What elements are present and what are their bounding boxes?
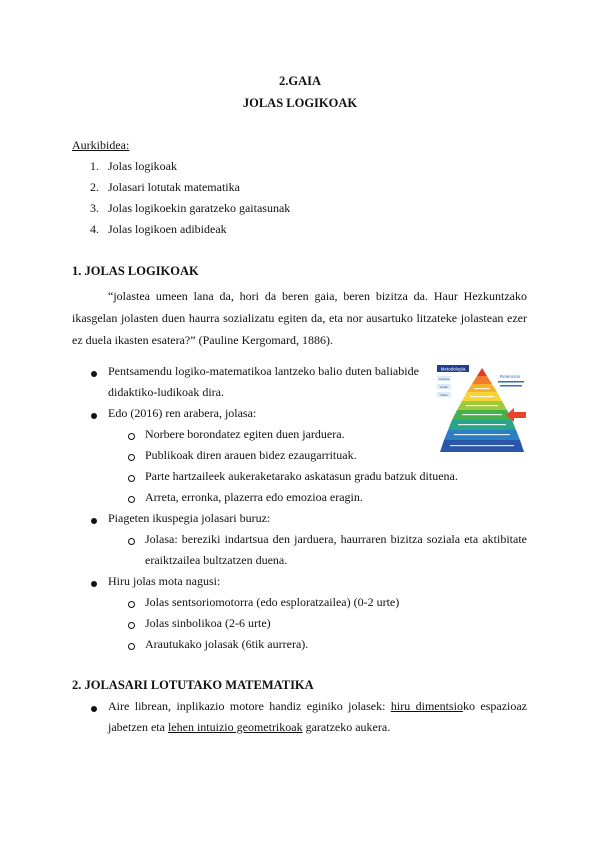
sub-bullet-line: Parte hartzaileek aukeraketarako askatasun gradu batzuk dituena. [145, 469, 458, 483]
sub-bullet-circle [128, 433, 135, 440]
bullet-line: Hiru jolas mota nagusi: [108, 574, 221, 588]
bullet-text: jabetzen eta [108, 720, 168, 734]
figure-badge-text: Metodología [440, 366, 466, 372]
term-link[interactable]: hiru dimentsio [390, 699, 463, 713]
bullet-line: Edo (2016) ren arabera, jolasa: [108, 406, 257, 420]
term-link[interactable]: lehen intuizio geometrikoak [167, 720, 303, 734]
toc-item-num: 3. [90, 201, 99, 215]
quote-line: ez duela ikasten esatera?” (Pauline Kergomard, 1886). [72, 333, 333, 347]
bullet-text: Aire librean, inplikazio motore handiz eginiko jolasek: [108, 699, 391, 713]
figure-tag: Video [440, 392, 448, 397]
sub-bullet-circle [128, 622, 135, 629]
bullet-line: Pentsamendu logiko-matematikoa lantzeko balio duten baliabide [108, 364, 419, 378]
sub-bullet-circle [128, 496, 135, 503]
bullet-text: ko espazioaz [462, 699, 528, 713]
bullet-dot [91, 518, 97, 524]
section-2-bullet-line [108, 720, 390, 735]
figure-tag: Audio [440, 384, 448, 389]
toc-item[interactable]: Jolas logikoekin garatzeko gaitasunak [108, 201, 291, 215]
bullet-dot [91, 413, 97, 419]
toc-item[interactable]: Jolasari lotutak matematika [108, 180, 240, 194]
quote-line: “jolastea umeen lana da, hori da beren gaia, beren bizitza da. Haur Hezkuntzako [108, 289, 527, 303]
sub-bullet-line: eraiktzailea bultzatzen duena. [145, 553, 288, 567]
sub-bullet-circle [128, 538, 135, 545]
toc-item-num: 2. [90, 180, 99, 194]
sub-bullet-line: Publikoak diren arauen bidez ezaugarrituak. [145, 448, 357, 462]
toc-item[interactable]: Jolas logikoak [108, 159, 177, 173]
sub-bullet-line: Arautukako jolasak (6tik aurrera). [145, 637, 309, 651]
toc-label: Aurkibidea: [72, 138, 130, 152]
sub-bullet-circle [128, 643, 135, 650]
sub-bullet-circle [128, 475, 135, 482]
bullet-line: didaktiko-ludikoak dira. [108, 385, 224, 399]
left-tags [437, 376, 451, 397]
figure-tag: Lectura [438, 376, 450, 381]
quote-paragraph [72, 285, 527, 351]
page-title: JOLAS LOGIKOAK [242, 96, 358, 110]
section-2-bullet-line [108, 699, 527, 714]
sub-bullet-line: Norbere borondatez egiten duen jarduera. [145, 427, 345, 441]
bullet-text: garatzeko aukera. [302, 720, 391, 734]
toc-item-num: 4. [90, 222, 99, 236]
bullet-dot [91, 706, 97, 712]
quote-line: ikasgelan jolasten duen haurra sozializatu egiten da, eta nor ausartuko litzateke jolastean ezer [72, 311, 527, 325]
figure-side-label: Retención [499, 374, 521, 379]
section-1-heading: 1. JOLAS LOGIKOAK [72, 264, 199, 278]
sub-bullet-line: Jolasa: bereziki indartsua den jarduera, haurraren bizitza soziala eta aktibitate [145, 532, 527, 546]
bullet-line: Piageten ikuspegia jolasari buruz: [108, 511, 271, 525]
section-2-heading: 2. JOLASARI LOTUTAKO MATEMATIKA [72, 678, 314, 692]
sub-bullet-line: Jolas sinbolikoa (2-6 urte) [145, 616, 271, 630]
toc-item-num: 1. [90, 159, 99, 173]
sub-bullet-line: Arreta, erronka, plazerra edo emozioa eragin. [145, 490, 363, 504]
sub-bullet-circle [128, 454, 135, 461]
bullet-dot [91, 371, 97, 377]
learning-pyramid-figure [436, 364, 528, 454]
bullet-dot [91, 581, 97, 587]
toc-item[interactable]: Jolas logikoen adibideak [108, 222, 227, 236]
chapter-label: 2.GAIA [278, 74, 322, 88]
sub-bullet-line: Jolas sentsoriomotorra (edo esploratzailea) (0-2 urte) [145, 595, 400, 609]
sub-bullet-circle [128, 601, 135, 608]
